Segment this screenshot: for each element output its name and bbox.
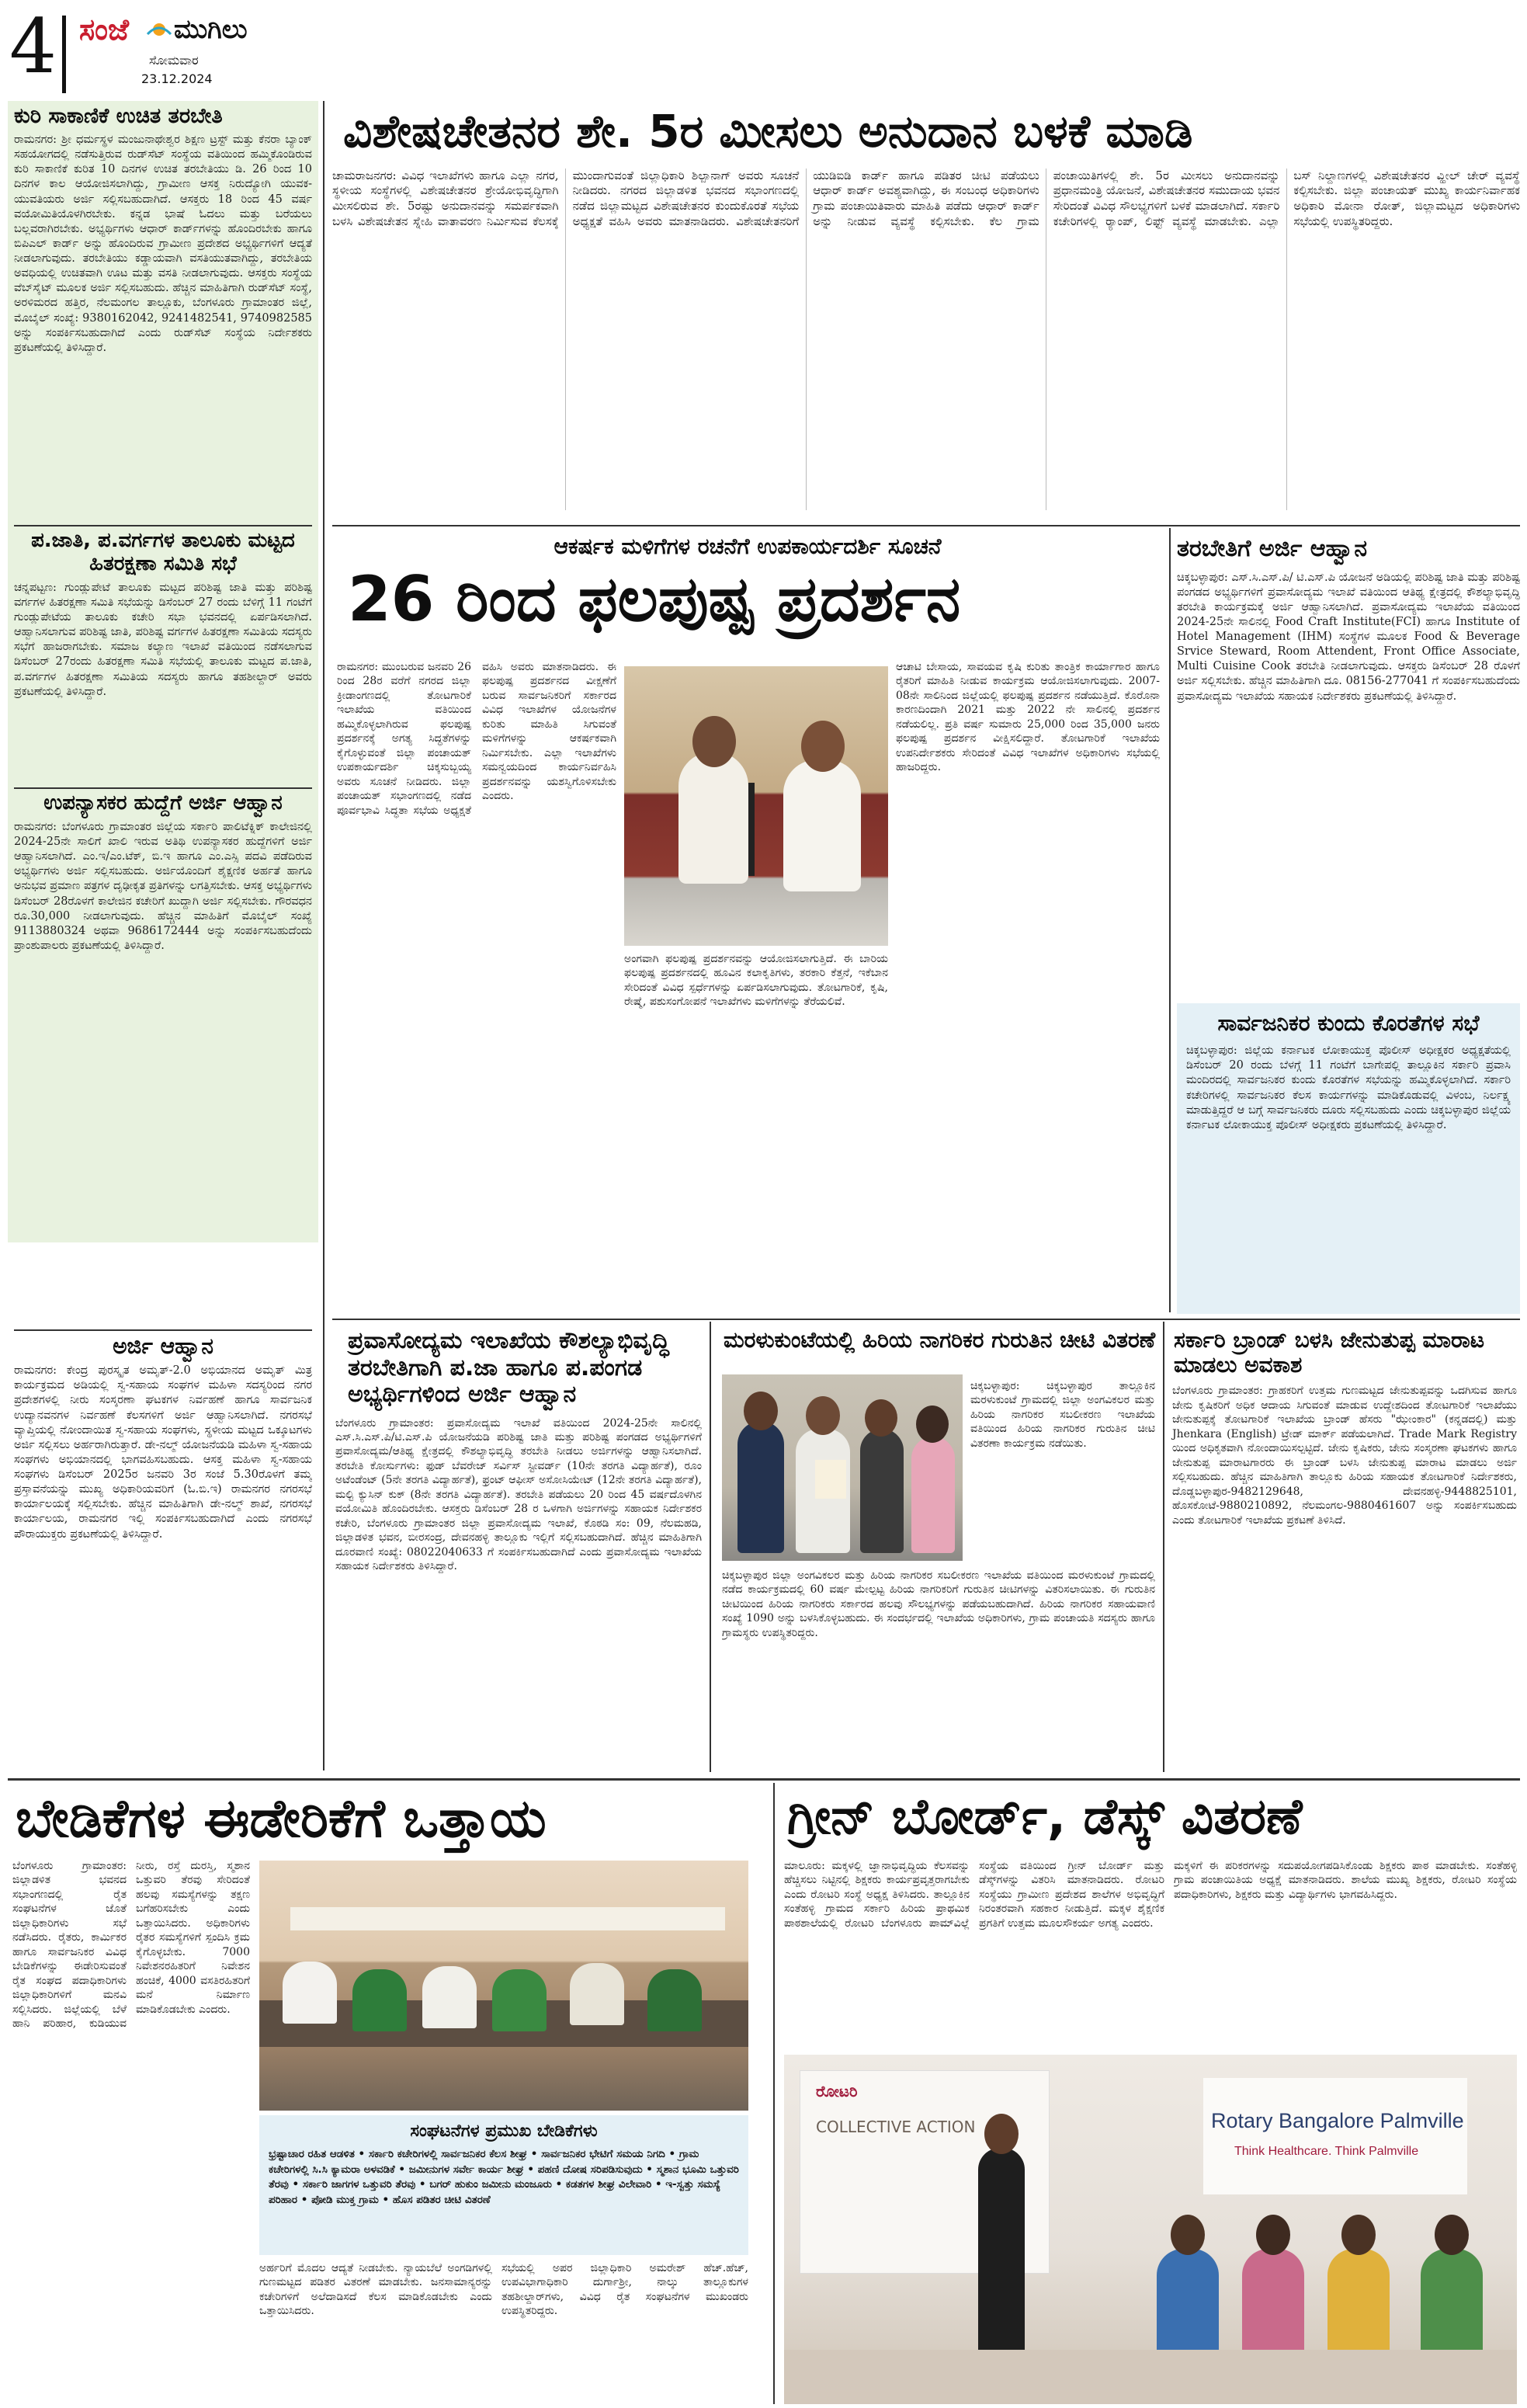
list-item: ಸ್ಮಶಾನ ಭೂಮಿ ಒತ್ತುವರಿ ತೆರವು: [269, 2163, 739, 2191]
brand-mugilu: ಮುಗಿಲು: [174, 14, 248, 45]
farmers-meeting-photo: [259, 1861, 748, 2111]
person-right: [783, 759, 861, 891]
article-tourism: [332, 1325, 705, 1775]
list-item: ಭ್ರಷ್ಟಾಚಾರ ರಹಿತ ಆಡಳಿತ: [269, 2148, 355, 2161]
green-board-body-b: ಮಕ್ಕಳಿಗೆ ಈ ಪರಿಕರಗಳನ್ನು ಸದುಪಯೋಗಪಡಿಸಿಕೊಂಡು ಶಿಕ್ಷಕರು ಪಾಠ ಮಾಡಬೇಕು. ಸಂತೆಹಳ್ಳಿ ಗ್ರಾಮ ಪಂಚಾಯಿತಿಯ ಅಧ್ಯಕ್ಷೆ ಮಾತನಾಡಿದರು. ಶಾಲೆಯ ಮುಖ್ಯ ಶಿಕ್ಷಕರು, ರೋಟರಿ ಸಂಸ್ಥೆಯ ಪದಾಧಿಕಾರಿಗಳು, ಶಿಕ್ಷಕರು ಮತ್ತು ವಿದ್ಯಾರ್ಥಿಗಳು ಭಾಗವಹಿಸಿದ್ದರು.: [1174, 1860, 1517, 1901]
rotary-banner-collective: COLLECTIVE ACTION: [816, 2118, 976, 2136]
article-title: ಸರ್ಕಾರಿ ಬ್ರಾಂಡ್ ಬಳಸಿ ಜೇನುತುಪ್ಪ ಮಾರಾಟ ಮಾಡಲು ಅವಕಾಶ: [1174, 1327, 1485, 1378]
article-title: ಪ್ರವಾಸೋದ್ಯಮ ಇಲಾಖೆಯ ಕೌಶಲ್ಯಾಭಿವೃದ್ಧಿ ತರಬೇತಿಗಾಗಿ ಪ.ಜಾ ಹಾಗೂ ಪ.ಪಂಗಡ ಅಭ್ಯರ್ಥಿಗಳಿಂದ ಅರ್ಜಿ ಆಹ್ವಾನ: [348, 1327, 669, 1408]
senior-photo: [722, 1374, 963, 1561]
list-item: ಸರ್ಕಾರಿ ಜಾಗಗಳ ಒತ್ತುವರಿ ತೆರವು: [302, 2178, 416, 2191]
article-honey-brand: [1169, 1325, 1520, 1775]
rotary-event-photo: [784, 2055, 1517, 2404]
fair-kicker: ಆಕರ್ಷಕ ಮಳಿಗೆಗಳ ರಚನೆಗೆ ಉಪಕಾರ್ಯದರ್ಶಿ ಸೂಚನೆ: [554, 533, 942, 559]
article-body: ಬೆಂಗಳೂರು ಗ್ರಾಮಾಂತರ: ಗ್ರಾಹಕರಿಗೆ ಉತ್ತಮ ಗುಣಮಟ್ಟದ ಜೇನುತುಪ್ಪವನ್ನು ಒದಗಿಸುವ ಹಾಗೂ ಜೇನು ಕೃಷಿಕರಿಗೆ ಅಧಿಕ ಆದಾಯ ಸಿಗುವಂತೆ ಮಾಡುವ ಉದ್ದೇಶದಿಂದ ತೋಟಗಾರಿಕೆ ಇಲಾಖೆಯು ಜೇನುತುಪ್ಪಕ್ಕೆ ತೋಟಗಾರಿಕೆ ಇಲಾಖೆಯ ಬ್ರಾಂಡ್ ಹೆಸರು "ಝೇಂಕಾರ" (ಕನ್ನಡದಲ್ಲಿ) ಮತ್ತು Jhenkara (English) ಟ್ರೇಡ್ ಮಾರ್ಕ್ ಪಡೆಯಲಾಗಿದೆ. Trade Mark Registry ಯಿಂದ ಅಧಿಕೃತವಾಗಿ ನೋಂದಾಯಿಸಲ್ಪಟ್ಟಿದೆ. ಜೇನು ಕೃಷಿಕರು, ಜೇನು ಸಂಸ್ಕರಣಾ ಘಟಕಗಳು ಹಾಗೂ ಜೇನುತುಪ್ಪ ಮಾರಾಟಗಾರರು ಈ ಬ್ರಾಂಡ್ ಬಳಸಿ ಜೇನುತುಪ್ಪ ಮಾರಾಟ ಮಾಡಲು ಅರ್ಜಿ ಸಲ್ಲಿಸಬಹುದು. ಹೆಚ್ಚಿನ ಮಾಹಿತಿಗಾಗಿ ತಾಲ್ಲೂಕು ಹಿರಿಯ ಸಹಾಯಕ ತೋಟಗಾರಿಕೆ ನಿರ್ದೇಶಕರು, ದೊಡ್ಡಬಳ್ಳಾಪುರ-9482129648, ದೇವನಹಳ್ಳಿ-9448825101, ಹೊಸಕೋಟೆ-9880210892, ನೆಲಮಂಗಲ-9880461607 ಅನ್ನು ಸಂಪರ್ಕಿಸಬಹುದು ಎಂದು ತೋಟಗಾರಿಕೆ ಇಲಾಖೆಯ ಪ್ರಕಟಣೆ ತಿಳಿಸಿದೆ.: [1172, 1385, 1517, 1527]
rotary-banner-title: Rotary Bangalore Palmville: [1211, 2109, 1464, 2132]
article-sheep-training: [14, 104, 312, 523]
page-number: 4: [9, 8, 57, 90]
microphone: [748, 783, 755, 876]
sun-logo-icon: [146, 19, 172, 36]
article-title: ಮರಳುಕುಂಟೆಯಲ್ಲಿ ಹಿರಿಯ ನಾಗರಿಕರ ಗುರುತಿನ ಚೀಟಿ ವಿತರಣೆ: [724, 1327, 1156, 1353]
demands-body-b: ಅರ್ಹರಿಗೆ ಮೊದಲ ಆದ್ಯತೆ ನೀಡಬೇಕು. ನ್ಯಾಯಬೆಲೆ ಅಂಗಡಿಗಳಲ್ಲಿ ಗುಣಮಟ್ಟದ ಪಡಿತರ ವಿತರಣೆ ಮಾಡಬೇಕು. ಜನಸಾಮಾನ್ಯರನ್ನು ಕಚೇರಿಗಳಿಗೆ ಅಲೆದಾಡಿಸದೆ ಕೆಲಸ ಮಾಡಿಕೊಡಬೇಕು ಎಂದು ಒತ್ತಾಯಿಸಿದರು.: [259, 2262, 492, 2318]
article-body: ರಾಮನಗರ: ಕೇಂದ್ರ ಪುರಸ್ಕೃತ ಅಮೃತ್-2.0 ಅಭಿಯಾನದ ಅಮೃತ್ ಮಿತ್ರ ಕಾರ್ಯಕ್ರಮದ ಅಡಿಯಲ್ಲಿ ಸ್ವ-ಸಹಾಯ ಸಂಘಗಳ ಮಹಿಳಾ ಸದಸ್ಯರಿಂದ ನಗರ ಪ್ರದೇಶಗಳಲ್ಲಿ ನೀರು ಸಂಸ್ಕರಣಾ ಘಟಕಗಳ ನಿರ್ವಹಣೆ ಹಾಗೂ ಸಾರ್ವಜನಿಕ ಉದ್ಯಾನವನಗಳ ನಿರ್ವಹಣೆ ಕೆಲಸಗಳಿಗೆ ಅರ್ಜಿ ಆಹ್ವಾನಿಸಲಾಗಿದೆ. ನಗರಸಭೆ ವ್ಯಾಪ್ತಿಯಲ್ಲಿ ನೋಂದಾಯಿತ ಸ್ವ-ಸಹಾಯ ಸಂಘಗಳು, ಸ್ಥಳೀಯ ಮಟ್ಟದ ಒಕ್ಕೂಟಗಳು ಅರ್ಜಿ ಸಲ್ಲಿಸಲು ಅರ್ಹರಾಗಿರುತ್ತಾರೆ. ಡೇ-ನಲ್ಮ್ ಯೋಜನೆಯಡಿ ಮಹಿಳಾ ಸ್ವ-ಸಹಾಯ ಸಂಘಗಳು ಅಭಿಯಾನದಲ್ಲಿ ಭಾಗವಹಿಸಬಹುದು. ಆಸಕ್ತ ಮಹಿಳಾ ಸ್ವ-ಸಹಾಯ ಸಂಘಗಳು ಡಿಸೆಂಬರ್ 2025ರ ಜನವರಿ 3ರ ಸಂಜೆ 5.30ರೊಳಗೆ ತಮ್ಮ ಪ್ರಸ್ತಾವನೆಯನ್ನು ಮುಖ್ಯ ಅಧಿಕಾರಿಯವರಿಗೆ (ಓ.ಬಿ.ಇ) ರಾಮನಗರ ನಗರಸಭೆ ಕಾರ್ಯಾಲಯಕ್ಕೆ ಸಲ್ಲಿಸಬೇಕು. ಹೆಚ್ಚಿನ ಮಾಹಿತಿಗಾಗಿ ಡೇ-ನಲ್ಮ್ ಶಾಖೆ, ನಗರಸಭೆ ಕಾರ್ಯಾಲಯ, ರಾಮನಗರ ಇಲ್ಲಿ ಸಂಪರ್ಕಿಸಬಹುದಾಗಿದೆ ಎಂದು ನಗರಸಭೆ ಪೌರಾಯುಕ್ತರು ಪ್ರಕಟಣೆಯಲ್ಲಿ ತಿಳಿಸಿದ್ದಾರೆ.: [14, 1364, 312, 1541]
top-story-body: ಚಾಮರಾಜನಗರ: ವಿವಿಧ ಇಲಾಖೆಗಳು ಹಾಗೂ ಎಲ್ಲಾ ನಗರ, ಸ್ಥಳೀಯ ಸಂಸ್ಥೆಗಳಲ್ಲಿ ವಿಶೇಷಚೇತನರ ಶ್ರೇಯೋಭಿವೃದ್ಧಿಗಾಗಿ ಮೀಸಲಿರುವ ಶೇ. 5ರಷ್ಟು ಅನುದಾನವನ್ನು ಸಮರ್ಪಕವಾಗಿ ಬಳಸಿ ವಿಶೇಷಚೇತನ ಸ್ನೇಹಿ ವಾತಾವರಣ ನಿರ್ಮಿಸುವ ಕೆಲಸಕ್ಕೆ ಮುಂದಾಗುವಂತೆ ಜಿಲ್ಲಾಧಿಕಾರಿ ಶಿಲ್ಪಾನಾಗ್ ಅವರು ಸೂಚನೆ ನೀಡಿದರು. ನಗರದ ಜಿಲ್ಲಾಡಳಿತ ಭವನದ ಸಭಾಂಗಣದಲ್ಲಿ ನಡೆದ ಜಿಲ್ಲಾಮಟ್ಟದ ವಿಶೇಷಚೇತನರ ಕುಂದುಕೊರತೆ ಸಭೆಯ ಅಧ್ಯಕ್ಷತೆ ವಹಿಸಿ ಅವರು ಮಾತನಾಡಿದರು. ವಿಶೇಷಚೇತನರಿಗೆ ಯುಡಿಐಡಿ ಕಾರ್ಡ್ ಹಾಗೂ ಪಡಿತರ ಚೀಟಿ ಪಡೆಯಲು ಆಧಾರ್ ಕಾರ್ಡ್ ಅವಶ್ಯವಾಗಿದ್ದು, ಈ ಸಂಬಂಧ ಅಧಿಕಾರಿಗಳು ಗ್ರಾಮ ಪಂಚಾಯಿತಿವಾರು ಮಾಹಿತಿ ಪಡೆದು ಆಧಾರ್ ಕಾರ್ಡ್ ಅನ್ನು ನೀಡುವ ವ್ಯವಸ್ಥೆ ಕಲ್ಪಿಸಬೇಕು. ಕೆಲ ಗ್ರಾಮ ಪಂಚಾಯಿತಿಗಳಲ್ಲಿ ಶೇ. 5ರ ಮೀಸಲು ಅನುದಾನವನ್ನು ಪ್ರಧಾನಮಂತ್ರಿ ಯೋಜನೆ, ವಿಶೇಷಚೇತನರ ಸಮುದಾಯ ಭವನ ಸೇರಿದಂತೆ ವಿವಿಧ ಸೌಲಭ್ಯಗಳಿಗೆ ಬಳಕೆ ಮಾಡಲಾಗಿದೆ. ಸರ್ಕಾರಿ ಕಚೇರಿಗಳಲ್ಲಿ ರ‍್ಯಾಂಪ್, ಲಿಫ್ಟ್ ವ್ಯವಸ್ಥೆ ಮಾಡಬೇಕು. ಎಲ್ಲಾ ಬಸ್ ನಿಲ್ದಾಣಗಳಲ್ಲಿ ವಿಶೇಷಚೇತನರ ವ್ಹೀಲ್ ಚೇರ್ ವ್ಯವಸ್ಥೆ ಕಲ್ಪಿಸಬೇಕು. ಜಿಲ್ಲಾ ಪಂಚಾಯತ್ ಮುಖ್ಯ ಕಾರ್ಯನಿರ್ವಾಹಕ ಅಧಿಕಾರಿ ಮೋನಾ ರೋತ್, ಜಿಲ್ಲಾಮಟ್ಟದ ಅಧಿಕಾರಿಗಳು ಸಭೆಯಲ್ಲಿ ಉಪಸ್ಥಿತರಿದ್ದರು.: [332, 168, 1520, 229]
list-item: ಸರ್ಕಾರಿ ಕಚೇರಿಗಳಲ್ಲಿ ಸಾರ್ವಜನಿಕರ ಕೆಲಸ ಶೀಘ್ರ: [368, 2148, 528, 2161]
senior-body-a: ಚಿಕ್ಕಬಳ್ಳಾಪುರ: ಚಿಕ್ಕಬಳ್ಳಾಪುರ ತಾಲ್ಲೂಕಿನ ಮರಳುಕುಂಟೆ ಗ್ರಾಮದಲ್ಲಿ ಜಿಲ್ಲಾ ಅಂಗವಿಕಲರ ಮತ್ತು ಹಿರಿಯ ನಾಗರಿಕರ ಸಬಲೀಕರಣ ಇಲಾಖೆಯ ವತಿಯಿಂದ ಹಿರಿಯ ನಾಗರಿಕರ ಗುರುತಿನ ಚೀಟಿ ವಿತರಣಾ ಕಾರ್ಯಕ್ರಮ ನಡೆಯಿತು.: [970, 1380, 1155, 1450]
list-item: ಹೊಸ ಪಡಿತರ ಚೀಟಿ ವಿತರಣೆ: [392, 2193, 491, 2206]
article-title: ಕುರಿ ಸಾಕಾಣಿಕೆ ಉಚಿತ ತರಬೇತಿ: [14, 104, 223, 128]
article-body: ಚಿಕ್ಕಬಳ್ಳಾಪುರ: ಜಿಲ್ಲೆಯ ಕರ್ನಾಟಕ ಲೋಕಾಯುಕ್ತ ಪೊಲೀಸ್ ಅಧೀಕ್ಷಕರ ಅಧ್ಯಕ್ಷತೆಯಲ್ಲಿ ಡಿಸೆಂಬರ್ 20 ರಂದು ಬೆಳಗ್ಗೆ 11 ಗಂಟೆಗೆ ಬಾಗೇಪಲ್ಲಿ ತಾಲ್ಲೂಕಿನ ಸರ್ಕಾರಿ ಪ್ರವಾಸಿ ಮಂದಿರದಲ್ಲಿ ಸಾರ್ವಜನಿಕರ ಕುಂದು ಕೊರತೆಗಳ ಸಭೆಯನ್ನು ಹಮ್ಮಿಕೊಳ್ಳಲಾಗಿದೆ. ಸರ್ಕಾರಿ ಕಚೇರಿಗಳಲ್ಲಿ ಸಾರ್ವಜನಿಕರ ಕೆಲಸ ಕಾರ್ಯಗಳನ್ನು ಮಾಡಿಕೊಡುವಲ್ಲಿ ವಿಳಂಬ, ನಿರ್ಲಕ್ಷ್ಯ ಮಾಡುತ್ತಿದ್ದರೆ ಆ ಬಗ್ಗೆ ಸಾರ್ವಜನಿಕರು ದೂರು ಸಲ್ಲಿಸಬಹುದು ಎಂದು ಚಿಕ್ಕಬಳ್ಳಾಪುರ ಜಿಲ್ಲೆಯ ಕರ್ನಾಟಕ ಲೋಕಾಯುಕ್ತ ಪೊಲೀಸ್ ಅಧೀಕ್ಷಕರು ಪ್ರಕಟಣೆಯಲ್ಲಿ ತಿಳಿಸಿದ್ದಾರೆ.: [1186, 1044, 1511, 1131]
fair-title: 26 ರಿಂದ ಫಲಪುಷ್ಪ ಪ್ರದರ್ಶನ: [348, 563, 961, 636]
article-title: ಅರ್ಜಿ ಆಹ್ವಾನ: [113, 1334, 213, 1359]
rotary-banner-kannada: ರೋಟರಿ: [816, 2082, 858, 2100]
demands-box: [259, 2115, 748, 2255]
article-body: ಚನ್ನಪಟ್ಟಣ: ಗುಂಡ್ಲುಪೇಟೆ ತಾಲೂಕು ಮಟ್ಟದ ಪರಿಶಿಷ್ಟ ಜಾತಿ ಮತ್ತು ಪರಿಶಿಷ್ಟ ವರ್ಗಗಳ ಹಿತರಕ್ಷಣಾ ಸಮಿತಿ ಸಭೆಯನ್ನು ಡಿಸೆಂಬರ್ 27 ರಂದು ಬೆಳಿಗ್ಗೆ 11 ಗಂಟೆಗೆ ಗುಂಡ್ಲುಪೇಟೆಯ ತಾಲೂಕು ಕಚೇರಿ ಸಭಾ ಭವನದಲ್ಲಿ ಏರ್ಪಡಿಸಲಾಗಿದೆ. ಆಹ್ವಾನಿಸಲಾಗುವ ಪರಿಶಿಷ್ಟ ಜಾತಿ, ಪರಿಶಿಷ್ಟ ವರ್ಗಗಳ ಹಿತರಕ್ಷಣಾ ಸಮಿತಿಯ ಸದಸ್ಯರು ಸಭೆಗೆ ಹಾಜರಾಗಬೇಕು. ಸಮಾಜ ಕಲ್ಯಾಣ ಇಲಾಖೆ ವತಿಯಿಂದ ನಡೆಸಲಾಗುವ ಡಿಸೆಂಬರ್ 27ರಂದು ಹಿತರಕ್ಷಣಾ ಸಮಿತಿ ಸಭೆಯಲ್ಲಿ ತಾಲೂಕು ಮಟ್ಟದ ಪ.ಜಾತಿ, ಪ.ವರ್ಗಗಳ ಹಿತರಕ್ಷಣಾ ಸಮಿತಿಯ ಸದಸ್ಯರು ಹಾಗೂ ತಹಶೀಲ್ದಾರ್ ಅವರು ಪ್ರಕಟಣೆಯಲ್ಲಿ ತಿಳಿಸಿದ್ದಾರೆ.: [14, 581, 312, 698]
demands-body-c: ಸಭೆಯಲ್ಲಿ ಅಪರ ಜಿಲ್ಲಾಧಿಕಾರಿ ಅಮರೇಶ್ ಹೆಚ್.ಹೆಚ್, ಉಪವಿಭಾಗಾಧಿಕಾರಿ ದುರ್ಗಾಶ್ರೀ, ನಾಲ್ಕು ತಾಲ್ಲೂಕುಗಳ ತಹಶೀಲ್ದಾರ್‌ಗಳು, ವಿವಿಧ ರೈತ ಸಂಘಟನೆಗಳ ಮುಖಂಡರು ಉಪಸ್ಥಿತರಿದ್ದರು.: [501, 2262, 748, 2318]
article-body: ರಾಮನಗರ: ಬೆಂಗಳೂರು ಗ್ರಾಮಾಂತರ ಜಿಲ್ಲೆಯ ಸರ್ಕಾರಿ ಪಾಲಿಟೆಕ್ನಿಕ್ ಕಾಲೇಜಿನಲ್ಲಿ 2024-25ನೇ ಸಾಲಿಗೆ ಖಾಲಿ ಇರುವ ಅತಿಥಿ ಉಪನ್ಯಾಸಕರ ಹುದ್ದೆಗಳಿಗೆ ಅರ್ಜಿ ಆಹ್ವಾನಿಸಲಾಗಿದೆ. ಎಂ.ಇ/ಎಂ.ಟೆಕ್, ಬಿ.ಇ ಹಾಗೂ ಎಂ.ಎಸ್ಸಿ ಪದವಿ ಪಡೆದಿರುವ ಅಭ್ಯರ್ಥಿಗಳು ಅರ್ಜಿ ಸಲ್ಲಿಸಬಹುದು. ಅರ್ಜಿಯೊಂದಿಗೆ ಶೈಕ್ಷಣಿಕ ಅರ್ಹತೆ ಹಾಗೂ ಅನುಭವ ಪ್ರಮಾಣ ಪತ್ರಗಳ ದೃಢೀಕೃತ ಪ್ರತಿಗಳನ್ನು ಲಗತ್ತಿಸಬೇಕು. ಆಸಕ್ತ ಅಭ್ಯರ್ಥಿಗಳು ಡಿಸೆಂಬರ್ 28ರೊಳಗೆ ಕಾಲೇಜಿನ ಕಚೇರಿಗೆ ಖುದ್ದಾಗಿ ಅರ್ಜಿ ಸಲ್ಲಿಸಬೇಕು. ಗೌರವಧನ ರೂ.30,000 ನೀಡಲಾಗುವುದು. ಹೆಚ್ಚಿನ ಮಾಹಿತಿಗೆ ಮೊಬೈಲ್ ಸಂಖ್ಯೆ 9113880324 ಅಥವಾ 9686172444 ಅನ್ನು ಸಂಪರ್ಕಿಸಬಹುದೆಂದು ಪ್ರಾಂಶುಪಾಲರು ಪ್ರಕಟಣೆಯಲ್ಲಿ ತಿಳಿಸಿದ್ದಾರೆ.: [14, 820, 312, 952]
list-item: ಕಡತಗಳ ಶೀಘ್ರ ವಿಲೇವಾರಿ: [565, 2178, 652, 2191]
meeting-photo: [624, 666, 888, 946]
list-item: ಬಗರ್ ಹುಕುಂ ಜಮೀನು ಮಂಜೂರು: [429, 2178, 552, 2191]
demands-body-a: ಬೆಂಗಳೂರು ಗ್ರಾಮಾಂತರ: ಜಿಲ್ಲಾಡಳಿತ ಭವನದ ಸಭಾಂಗಣದಲ್ಲಿ ರೈತ ಸಂಘಟನೆಗಳ ಜೊತೆ ಜಿಲ್ಲಾಧಿಕಾರಿಗಳು ಸಭೆ ನಡೆಸಿದರು. ರೈತರು, ಕಾರ್ಮಿಕರ ಹಾಗೂ ಸಾರ್ವಜನಿಕರ ವಿವಿಧ ಬೇಡಿಕೆಗಳನ್ನು ಈಡೇರಿಸುವಂತೆ ರೈತ ಸಂಘದ ಪದಾಧಿಕಾರಿಗಳು ಜಿಲ್ಲಾಧಿಕಾರಿಗಳಿಗೆ ಮನವಿ ಸಲ್ಲಿಸಿದರು. ಜಿಲ್ಲೆಯಲ್ಲಿ ಬೆಳೆ ಹಾನಿ ಪರಿಹಾರ, ಕುಡಿಯುವ ನೀರು, ರಸ್ತೆ ದುರಸ್ತಿ, ಸ್ಮಶಾನ ಒತ್ತುವರಿ ತೆರವು ಸೇರಿದಂತೆ ಹಲವು ಸಮಸ್ಯೆಗಳನ್ನು ತಕ್ಷಣ ಬಗೆಹರಿಸಬೇಕು ಎಂದು ಒತ್ತಾಯಿಸಿದರು. ಅಧಿಕಾರಿಗಳು ರೈತರ ಸಮಸ್ಯೆಗಳಿಗೆ ಸ್ಪಂದಿಸಿ ಕ್ರಮ ಕೈಗೊಳ್ಳಬೇಕು. 7000 ನಿವೇಶನರಹಿತರಿಗೆ ನಿವೇಶನ ಹಂಚಿಕೆ, 4000 ವಸತಿರಹಿತರಿಗೆ ಮನೆ ನಿರ್ಮಾಣ ಮಾಡಿಕೊಡಬೇಕು ಎಂದರು.: [12, 1860, 250, 2031]
list-item: ಜಮೀನುಗಳ ಸರ್ವೇ ಕಾರ್ಯ ಶೀಘ್ರ: [408, 2163, 524, 2176]
top-story: [332, 103, 1520, 522]
article-sc-st-committee: [14, 530, 312, 786]
article-title: ಗ್ರೀನ್ ಬೋರ್ಡ್, ಡೆಸ್ಕ್ ವಿತರಣೆ: [787, 1788, 1303, 1846]
fair-body-c: ಆಚಾಟಿ ಬೇಸಾಯ, ಸಾವಯವ ಕೃಷಿ ಕುರಿತು ತಾಂತ್ರಿಕ ಕಾರ್ಯಾಗಾರ ಹಾಗೂ ರೈತರಿಗೆ ಮಾಹಿತಿ ನೀಡುವ ಕಾರ್ಯಕ್ರಮ ಆಯೋಜಿಸಲಾಗುವುದು. 2007-08ನೇ ಸಾಲಿನಿಂದ ಜಿಲ್ಲೆಯಲ್ಲಿ ಫಲಪುಷ್ಪ ಪ್ರದರ್ಶನ ನಡೆಯುತ್ತಿದೆ. ಕೊರೊನಾ ಕಾರಣದಿಂದಾಗಿ 2021 ಮತ್ತು 2022 ನೇ ಸಾಲಿನಲ್ಲಿ ಪ್ರದರ್ಶನ ನಡೆಯಲಿಲ್ಲ. ಪ್ರತಿ ವರ್ಷ ಸುಮಾರು 25,000 ರಿಂದ 35,000 ಜನರು ಫಲಪುಷ್ಪ ಪ್ರದರ್ಶನ ವೀಕ್ಷಿಸಲಿದ್ದಾರೆ. ತೋಟಗಾರಿಕೆ ಇಲಾಖೆಯ ಉಪನಿರ್ದೇಶಕರು ಸೇರಿದಂತೆ ವಿವಿಧ ಇಲಾಖೆಗಳ ಅಧಿಕಾರಿಗಳು ಸಭೆಯಲ್ಲಿ ಹಾಜರಿದ್ದರು.: [896, 661, 1160, 774]
fair-body-b: ಅಂಗವಾಗಿ ಫಲಪುಷ್ಪ ಪ್ರದರ್ಶನವನ್ನು ಆಯೋಜಿಸಲಾಗುತ್ತಿದೆ. ಈ ಬಾರಿಯ ಫಲಪುಷ್ಪ ಪ್ರದರ್ಶನದಲ್ಲಿ ಹೂವಿನ ಕಲಾಕೃತಿಗಳು, ತರಕಾರಿ ಕೆತ್ತನೆ, ಇಕೆಬಾನ ಸೇರಿದಂತೆ ವಿವಿಧ ಸ್ಪರ್ಧೆಗಳನ್ನು ಏರ್ಪಡಿಸಲಾಗುವುದು. ತೋಟಗಾರಿಕೆ, ಕೃಷಿ, ರೇಷ್ಮೆ, ಪಶುಸಂಗೋಪನೆ ಇಲಾಖೆಗಳು ಮಳಿಗೆಗಳನ್ನು ತೆರೆಯಲಿವೆ.: [624, 953, 888, 1009]
demands-box-list: ಭ್ರಷ್ಟಾಚಾರ ರಹಿತ ಆಡಳಿತ • ಸರ್ಕಾರಿ ಕಚೇರಿಗಳಲ್ಲಿ ಸಾರ್ವಜನಿಕರ ಕೆಲಸ ಶೀಘ್ರ • ಸಾರ್ವಜನಿಕರ ಭೇಟಿಗೆ ಸಮಯ ನಿಗದಿ • ಗ್ರಾಮ ಕಚೇರಿಗಳಲ್ಲಿ ಸಿ.ಸಿ ಕ್ಯಾಮರಾ ಅಳವಡಿಕೆ • ಜಮೀನುಗಳ ಸರ್ವೇ ಕಾರ್ಯ ಶೀಘ್ರ • ಪಹಣಿ ದೋಷ ಸರಿಪಡಿಸುವುದು • ಸ್ಮಶಾನ ಭೂಮಿ ಒತ್ತುವರಿ ತೆರವು • ಸರ್ಕಾರಿ ಜಾಗಗಳ ಒತ್ತುವರಿ ತೆರವು • ಬಗರ್ ಹುಕುಂ ಜಮೀನು ಮಂಜೂರು • ಕಡತಗಳ ಶೀಘ್ರ ವಿಲೇವಾರಿ • ಇ-ಸ್ವತ್ತು ಸಮಸ್ಯೆ ಪರಿಹಾರ • ಪೋಡಿ ಮುಕ್ತ ಗ್ರಾಮ • ಹೊಸ ಪಡಿತರ ಚೀಟಿ ವಿತರಣೆ: [269, 2148, 739, 2206]
article-body: ಬೆಂಗಳೂರು ಗ್ರಾಮಾಂತರ: ಪ್ರವಾಸೋದ್ಯಮ ಇಲಾಖೆ ವತಿಯಿಂದ 2024-25ನೇ ಸಾಲಿನಲ್ಲಿ ಎಸ್.ಸಿ.ಎಸ್.ಪಿ/ಟಿ.ಎಸ್.ಪಿ ಯೋಜನೆಯಡಿ ಪರಿಶಿಷ್ಟ ಜಾತಿ ಮತ್ತು ಪರಿಶಿಷ್ಟ ಪಂಗಡದ ಅಭ್ಯರ್ಥಿಗಳಿಗೆ ಪ್ರವಾಸೋದ್ಯಮ/ಆತಿಥ್ಯ ಕ್ಷೇತ್ರದಲ್ಲಿ ಕೌಶಲ್ಯಾಭಿವೃದ್ಧಿ ತರಬೇತಿ ನೀಡಲು ಅರ್ಜಿಗಳನ್ನು ಆಹ್ವಾನಿಸಲಾಗಿದೆ. ತರಬೇತಿ ಕೋರ್ಸುಗಳು: ಫುಡ್ ಬೆವರೇಜ್ ಸರ್ವಿಸ್ ಸ್ಟೀವರ್ಡ್ (10ನೇ ತರಗತಿ ವಿದ್ಯಾರ್ಹತೆ), ರೂಂ ಅಟೆಂಡೆಂಟ್ (5ನೇ ತರಗತಿ ವಿದ್ಯಾರ್ಹತೆ), ಫ್ರಂಟ್ ಆಫೀಸ್ ಅಸೋಸಿಯೇಟ್ (12ನೇ ತರಗತಿ ವಿದ್ಯಾರ್ಹತೆ), ಮಲ್ಟಿ ಕ್ಯುಸಿನ್ ಕುಕ್ (8ನೇ ತರಗತಿ ವಿದ್ಯಾರ್ಹತೆ). ತರಬೇತಿ ಪಡೆಯಲು 20 ರಿಂದ 45 ವರ್ಷದೊಳಗಿನ ವಯೋಮಿತಿ ಹೊಂದಿರಬೇಕು. ಆಸಕ್ತರು ಡಿಸೆಂಬರ್ 28 ರ ಒಳಗಾಗಿ ಅರ್ಜಿಗಳನ್ನು ಸಹಾಯಕ ನಿರ್ದೇಶಕರ ಕಚೇರಿ, ಬೆಂಗಳೂರು ಗ್ರಾಮಾಂತರ ಜಿಲ್ಲಾ ಪ್ರವಾಸೋದ್ಯಮ ಇಲಾಖೆ, ಕೊಠಡಿ ಸಂ: 09, ನೆಲಮಹಡಿ, ಜಿಲ್ಲಾಡಳಿತ ಭವನ, ಬೀರಸಂದ್ರ, ದೇವನಹಳ್ಳಿ ತಾಲ್ಲೂಕು ಇಲ್ಲಿಗೆ ಸಲ್ಲಿಸಬಹುದಾಗಿದೆ. ಹೆಚ್ಚಿನ ಮಾಹಿತಿಗಾಗಿ ದೂರವಾಣಿ ಸಂಖ್ಯೆ: 08022040633 ಗೆ ಸಂಪರ್ಕಿಸಬಹುದಾಗಿದೆ ಎಂದು ಪ್ರವಾಸೋದ್ಯಮ ಇಲಾಖೆಯ ಸಹಾಯಕ ನಿರ್ದೇಶಕರು ತಿಳಿಸಿದ್ದಾರೆ.: [335, 1416, 702, 1573]
article-title: ಬೇಡಿಕೆಗಳ ಈಡೇರಿಕೆಗೆ ಒತ್ತಾಯ: [16, 1788, 547, 1850]
article-application-invite: [14, 1334, 312, 1769]
article-grievance: [1177, 1003, 1520, 1314]
article-training: [1177, 533, 1520, 999]
person-left: [678, 752, 748, 884]
list-item: ಪೋಡಿ ಮುಕ್ತ ಗ್ರಾಮ: [311, 2193, 379, 2206]
masthead: [8, 8, 264, 95]
article-lecturer-posts: [14, 792, 312, 1048]
list-item: ಗ್ರಾಮ ಕಚೇರಿಗಳಲ್ಲಿ ಸಿ.ಸಿ ಕ್ಯಾಮರಾ ಅಳವಡಿಕೆ: [269, 2148, 699, 2176]
fair-body-a: ರಾಮನಗರ: ಮುಂಬರುವ ಜನವರಿ 26 ರಿಂದ 28ರ ವರೆಗೆ ನಗರದ ಜಿಲ್ಲಾ ಕ್ರೀಡಾಂಗಣದಲ್ಲಿ ತೋಟಗಾರಿಕೆ ಇಲಾಖೆಯ ವತಿಯಿಂದ ಹಮ್ಮಿಕೊಳ್ಳಲಾಗಿರುವ ಫಲಪುಷ್ಪ ಪ್ರದರ್ಶನಕ್ಕೆ ಅಗತ್ಯ ಸಿದ್ಧತೆಗಳನ್ನು ಕೈಗೊಳ್ಳುವಂತೆ ಜಿಲ್ಲಾ ಪಂಚಾಯತ್ ಉಪಕಾರ್ಯದರ್ಶಿ ಚಿಕ್ಕಸುಬ್ಬಯ್ಯ ಅವರು ಸೂಚನೆ ನೀಡಿದರು. ಜಿಲ್ಲಾ ಪಂಚಾಯತ್ ಸಭಾಂಗಣದಲ್ಲಿ ನಡೆದ ಪೂರ್ವಭಾವಿ ಸಿದ್ಧತಾ ಸಭೆಯ ಅಧ್ಯಕ್ಷತೆ ವಹಿಸಿ ಅವರು ಮಾತನಾಡಿದರು. ಈ ಫಲಪುಷ್ಪ ಪ್ರದರ್ಶನದ ವೀಕ್ಷಣೆಗೆ ಬರುವ ಸಾರ್ವಜನಿಕರಿಗೆ ಸರ್ಕಾರದ ವಿವಿಧ ಇಲಾಖೆಗಳ ಯೋಜನೆಗಳ ಕುರಿತು ಮಾಹಿತಿ ಸಿಗುವಂತೆ ಮಳಿಗೆಗಳನ್ನು ಆಕರ್ಷಕವಾಗಿ ನಿರ್ಮಿಸಬೇಕು. ಎಲ್ಲಾ ಇಲಾಖೆಗಳು ಸಮನ್ವಯದಿಂದ ಕಾರ್ಯನಿರ್ವಹಿಸಿ ಪ್ರದರ್ಶನವನ್ನು ಯಶಸ್ವಿಗೊಳಿಸಬೇಕು ಎಂದರು.: [337, 661, 616, 817]
demands-box-title: ಸಂಘಟನೆಗಳ ಪ್ರಮುಖ ಬೇಡಿಕೆಗಳು: [410, 2121, 598, 2141]
issue-date: 23.12.2024: [141, 71, 213, 86]
person-left-head: [692, 716, 736, 767]
person-right-head: [801, 721, 845, 772]
weekday: ಸೋಮವಾರ: [149, 53, 199, 68]
list-item: ಸಾರ್ವಜನಿಕರ ಭೇಟಿಗೆ ಸಮಯ ನಿಗದಿ: [541, 2148, 665, 2161]
rotary-banner-tagline: Think Healthcare. Think Palmville: [1234, 2145, 1419, 2158]
list-item: ಪಹಣಿ ದೋಷ ಸರಿಪಡಿಸುವುದು: [537, 2163, 643, 2176]
article-title: ಉಪನ್ಯಾಸಕರ ಹುದ್ದೆಗೆ ಅರ್ಜಿ ಆಹ್ವಾನ: [43, 792, 283, 815]
article-title: ತರಬೇತಿಗೆ ಅರ್ಜಿ ಆಹ್ವಾನ: [1177, 535, 1368, 562]
article-body: ಚಿಕ್ಕಬಳ್ಳಾಪುರ: ಎಸ್.ಸಿ.ಎಸ್.ಪಿ/ ಟಿ.ಎಸ್.ಪಿ ಯೋಜನೆ ಅಡಿಯಲ್ಲಿ ಪರಿಶಿಷ್ಟ ಜಾತಿ ಮತ್ತು ಪರಿಶಿಷ್ಟ ಪಂಗಡದ ಅಭ್ಯರ್ಥಿಗಳಿಗೆ ಪ್ರವಾಸೋದ್ಯಮ ಇಲಾಖೆ ವತಿಯಿಂದ ಆತಿಥ್ಯ ಕ್ಷೇತ್ರದಲ್ಲಿ ಕೌಶಲ್ಯಾಭಿವೃದ್ಧಿ ತರಬೇತಿ ಕಾರ್ಯಕ್ರಮಕ್ಕೆ ಅರ್ಜಿ ಆಹ್ವಾನಿಸಲಾಗಿದೆ. ಪ್ರವಾಸೋದ್ಯಮ ಇಲಾಖೆಯ ವತಿಯಿಂದ 2024-25ನೇ ಸಾಲಿನಲ್ಲಿ Food Craft Institute(FCI) ಹಾಗೂ Institute of Hotel Management (IHM) ಸಂಸ್ಥೆಗಳ ಮೂಲಕ Food & Beverage Srvice Steward, Room Attendent, Front Office Associate, Multi Cuisine Cook ತರಬೇತಿ ನೀಡಲಾಗುವುದು. ಆಸಕ್ತರು ಡಿಸೆಂಬರ್ 28 ರೊಳಗೆ ಅರ್ಜಿ ಸಲ್ಲಿಸಬೇಕು. ಹೆಚ್ಚಿನ ಮಾಹಿತಿಗಾಗಿ ದೂ. 08156-277041 ಗೆ ಸಂಪರ್ಕಿಸಬಹುದೆಂದು ಪ್ರವಾಸೋದ್ಯಮ ಇಲಾಖೆಯ ಸಹಾಯಕ ನಿರ್ದೇಶಕರು ಪ್ರಕಟಣೆಯಲ್ಲಿ ತಿಳಿಸಿದ್ದಾರೆ.: [1177, 571, 1520, 703]
brand-sanje: ಸಂಜೆ: [79, 12, 130, 47]
green-board-body-a: ಮಾಲೂರು: ಮಕ್ಕಳಲ್ಲಿ ಜ್ಞಾನಾಭಿವೃದ್ಧಿಯ ಕೆಲಸವನ್ನು ಹೆಚ್ಚಿಸಲು ನಿಟ್ಟಿನಲ್ಲಿ ಶಿಕ್ಷಕರು ಕಾರ್ಯಪ್ರವೃತ್ತರಾಗಬೇಕು ಎಂದು ರೋಟರಿ ಸಂಸ್ಥೆ ಅಧ್ಯಕ್ಷ ತಿಳಿಸಿದರು. ತಾಲ್ಲೂಕಿನ ಸಂತೆಹಳ್ಳಿ ಗ್ರಾಮದ ಸರ್ಕಾರಿ ಹಿರಿಯ ಪ್ರಾಥಮಿಕ ಪಾಠಶಾಲೆಯಲ್ಲಿ ರೋಟರಿ ಬೆಂಗಳೂರು ಪಾಮ್‌ವಿಲ್ಲೆ ಸಂಸ್ಥೆಯ ವತಿಯಿಂದ ಗ್ರೀನ್ ಬೋರ್ಡ್ ಮತ್ತು ಡೆಸ್ಕ್‌ಗಳನ್ನು ವಿತರಿಸಿ ಮಾತನಾಡಿದರು. ರೋಟರಿ ಸಂಸ್ಥೆಯು ಗ್ರಾಮೀಣ ಪ್ರದೇಶದ ಶಾಲೆಗಳ ಅಭಿವೃದ್ಧಿಗೆ ನಿರಂತರವಾಗಿ ಸಹಕಾರ ನೀಡುತ್ತಿದೆ. ಮಕ್ಕಳ ಶೈಕ್ಷಣಿಕ ಪ್ರಗತಿಗೆ ಉತ್ತಮ ಮೂಲಸೌಕರ್ಯ ಅಗತ್ಯ ಎಂದರು.: [784, 1860, 1164, 1930]
list-item: ಇ-ಸ್ವತ್ತು ಸಮಸ್ಯೆ ಪರಿಹಾರ: [269, 2178, 721, 2206]
top-story-title: ವಿಶೇಷಚೇತನರ ಶೇ. 5ರ ಮೀಸಲು ಅನುದಾನ ಬಳಕೆ ಮಾಡಿ: [343, 105, 1193, 158]
article-body: ರಾಮನಗರ: ಶ್ರೀ ಧರ್ಮಸ್ಥಳ ಮಂಜುನಾಥೇಶ್ವರ ಶಿಕ್ಷಣ ಟ್ರಸ್ಟ್ ಮತ್ತು ಕೆನರಾ ಬ್ಯಾಂಕ್ ಸಹಯೋಗದಲ್ಲಿ ನಡೆಸುತ್ತಿರುವ ರುಡ್‌ಸೆಟ್ ಸಂಸ್ಥೆಯ ವತಿಯಿಂದ ಹಮ್ಮಿಕೊಂಡಿರುವ ಕುರಿ ಸಾಕಾಣಿಕೆ ಕುರಿತ 10 ದಿನಗಳ ಉಚಿತ ತರಬೇತಿಯು ಡಿ. 26 ರಿಂದ 10 ದಿನಗಳ ಕಾಲ ಆಯೋಜಿಸಲಾಗಿದ್ದು, ಗ್ರಾಮೀಣ ಆಸಕ್ತ ನಿರುದ್ಯೋಗಿ ಯುವಕ-ಯುವತಿಯರು ಅರ್ಜಿ ಸಲ್ಲಿಸಬಹುದಾಗಿದೆ. ಆಸಕ್ತರು 18 ರಿಂದ 45 ವರ್ಷ ವಯೋಮಿತಿಯೊಳಗಿರಬೇಕು. ಕನ್ನಡ ಭಾಷೆ ಓದಲು ಮತ್ತು ಬರೆಯಲು ಬಲ್ಲವರಾಗಿರಬೇಕು. ಅಭ್ಯರ್ಥಿಗಳು ಆಧಾರ್ ಕಾರ್ಡ್‌ಗಳನ್ನು ಹೊಂದಿರಬೇಕು ಹಾಗೂ ಬಿಪಿಎಲ್ ಕಾರ್ಡ್ ಅನ್ನು ಹೊಂದಿರುವ ಗ್ರಾಮೀಣ ಪ್ರದೇಶದ ಅಭ್ಯರ್ಥಿಗಳಿಗೆ ಆದ್ಯತೆ ನೀಡಲಾಗುವುದು. ತರಬೇತಿಯು ಕಡ್ಡಾಯವಾಗಿ ವಸತಿಯುತವಾಗಿದ್ದು, ತರಬೇತಿಯ ಅವಧಿಯಲ್ಲಿ ಉಚಿತವಾಗಿ ಊಟ ಮತ್ತು ವಸತಿ ನೀಡಲಾಗುವುದು. ಆಸಕ್ತರು ಸಂಸ್ಥೆಯ ವೆಬ್‌ಸೈಟ್ ಮೂಲಕ ಅರ್ಜಿ ಸಲ್ಲಿಸಬಹುದು. ಹೆಚ್ಚಿನ ಮಾಹಿತಿಗಾಗಿ ರುಡ್‌ಸೆಟ್ ಸಂಸ್ಥೆ, ಅರಳಿಮರದ ಹತ್ತಿರ, ನೆಲಮಂಗಲ ತಾಲ್ಲೂಕು, ಬೆಂಗಳೂರು ಗ್ರಾಮಾಂತರ ಜಿಲ್ಲೆ, ಮೊಬೈಲ್ ಸಂಖ್ಯೆ: 9380162042, 9241482541, 9740982585 ಅನ್ನು ಸಂಪರ್ಕಿಸಬಹುದಾಗಿದೆ ಎಂದು ರುಡ್‌ಸೆಟ್ ಸಂಸ್ಥೆಯ ನಿರ್ದೇಶಕರು ಪ್ರಕಟಣೆಯಲ್ಲಿ ತಿಳಿಸಿದ್ದಾರೆ.: [14, 134, 312, 354]
article-title: ಸಾರ್ವಜನಿಕರ ಕುಂದು ಕೊರತೆಗಳ ಸಭೆ: [1217, 1010, 1480, 1036]
senior-body-b: ಚಿಕ್ಕಬಳ್ಳಾಪುರ ಜಿಲ್ಲಾ ಅಂಗವಿಕಲರ ಮತ್ತು ಹಿರಿಯ ನಾಗರಿಕರ ಸಬಲೀಕರಣ ಇಲಾಖೆಯ ವತಿಯಿಂದ ಮರಳುಕುಂಟೆ ಗ್ರಾಮದಲ್ಲಿ ನಡೆದ ಕಾರ್ಯಕ್ರಮದಲ್ಲಿ 60 ವರ್ಷ ಮೇಲ್ಪಟ್ಟ ಹಿರಿಯ ನಾಗರಿಕರಿಗೆ ಗುರುತಿನ ಚೀಟಿಗಳನ್ನು ವಿತರಿಸಲಾಯಿತು. ಈ ಗುರುತಿನ ಚೀಟಿಯಿಂದ ಹಿರಿಯ ನಾಗರಿಕರು ಸರ್ಕಾರದ ಹಲವು ಸೌಲಭ್ಯಗಳನ್ನು ಪಡೆಯಬಹುದಾಗಿದೆ. ಹಿರಿಯ ನಾಗರಿಕರ ಸಹಾಯವಾಣಿ ಸಂಖ್ಯೆ 1090 ಅನ್ನು ಬಳಸಿಕೊಳ್ಳಬಹುದು. ಈ ಸಂದರ್ಭದಲ್ಲಿ ಇಲಾಖೆಯ ಅಧಿಕಾರಿಗಳು, ಗ್ರಾಮ ಪಂಚಾಯತಿ ಸದಸ್ಯರು ಹಾಗೂ ಗ್ರಾಮಸ್ಥರು ಉಪಸ್ಥಿತರಿದ್ದರು.: [722, 1569, 1155, 1639]
article-title: ಪ.ಜಾತಿ, ಪ.ವರ್ಗಗಳ ತಾಲೂಕು ಮಟ್ಟದ ಹಿತರಕ್ಷಣಾ ಸಮಿತಿ ಸಭೆ: [31, 530, 295, 575]
